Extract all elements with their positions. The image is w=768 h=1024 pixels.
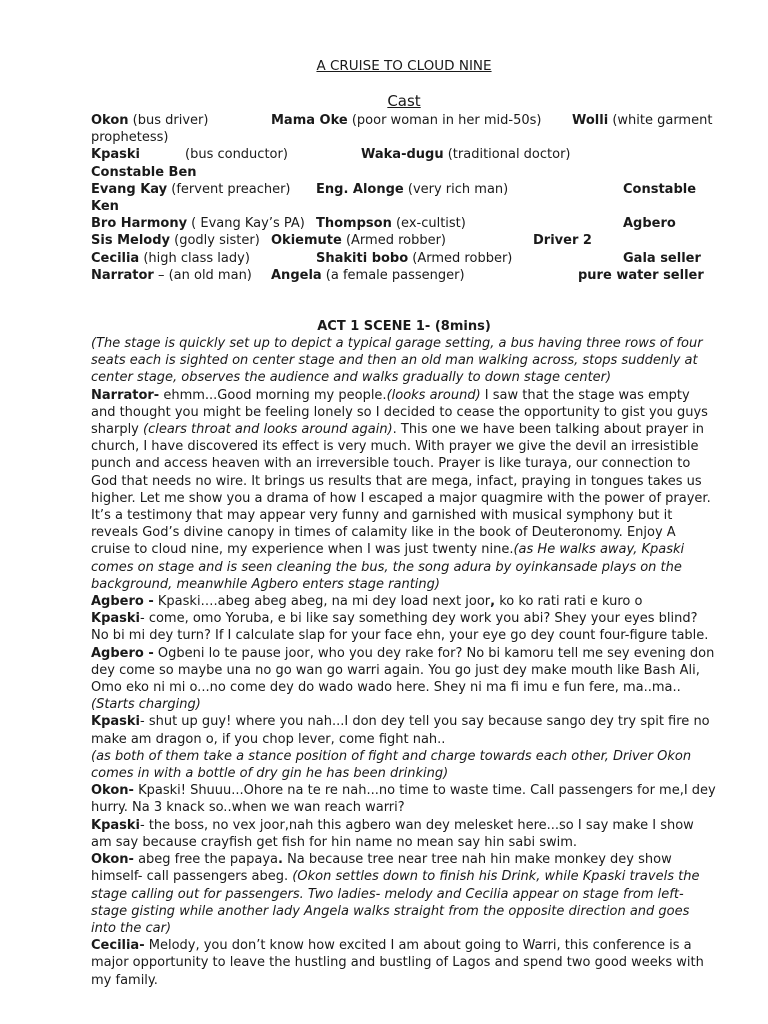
cast-entry-okon bbox=[91, 112, 208, 129]
cast-entry-agbero bbox=[623, 215, 676, 232]
cast-list bbox=[91, 112, 711, 284]
speaker-name: Okon- bbox=[91, 852, 134, 868]
cast-desc: – (an old man) bbox=[153, 267, 252, 283]
cast-entry-thompson bbox=[316, 215, 466, 232]
cast-name: Okon bbox=[91, 113, 129, 128]
cast-name: Ken bbox=[91, 198, 119, 214]
script-body bbox=[91, 335, 717, 989]
cast-entry-kpaski bbox=[91, 146, 140, 163]
cast-name: Eng. Alonge bbox=[316, 181, 404, 197]
cast-row bbox=[91, 181, 711, 198]
cast-desc: (ex-cultist) bbox=[391, 216, 466, 232]
dialogue-okon bbox=[91, 851, 717, 937]
play-title: A CRUISE TO CLOUD NINE bbox=[316, 58, 492, 74]
cast-name: Constable Ben bbox=[91, 164, 197, 180]
cast-entry-mama-oke bbox=[271, 112, 541, 129]
cast-entry-driver-2 bbox=[533, 232, 592, 249]
dialogue-okon bbox=[91, 782, 717, 816]
cast-row bbox=[91, 232, 711, 249]
dialogue-narrator bbox=[91, 387, 717, 593]
speaker-name: Kpaski bbox=[91, 817, 140, 833]
cast-name: Constable bbox=[623, 181, 697, 197]
cast-row bbox=[91, 215, 711, 232]
dialogue-text: abeg free the papaya bbox=[133, 852, 278, 868]
cast-name: Cecilia bbox=[91, 250, 140, 266]
cast-row bbox=[91, 250, 711, 267]
dialogue-text: Kpaski! Shuuu...Ohore na te re nah...no time to waste time. Call passengers for me,I dey hurry. Na 3 knack so..when we wan reach warri? bbox=[91, 783, 716, 816]
dialogue-text: ehmm...Good morning my people. bbox=[159, 387, 387, 403]
cast-row bbox=[91, 164, 711, 181]
speaker-name: Kpaski bbox=[91, 611, 140, 627]
cast-entry-gala-seller bbox=[623, 250, 701, 267]
cast-desc: ( Evang Kay’s PA) bbox=[187, 216, 305, 232]
cast-row bbox=[91, 129, 711, 146]
act-heading: ACT 1 SCENE 1- (8mins) bbox=[317, 319, 491, 334]
cast-entry-angela bbox=[271, 267, 465, 284]
cast-desc: (bus driver) bbox=[128, 113, 209, 128]
cast-desc: (Armed robber) bbox=[341, 233, 447, 249]
dialogue-text: Na because tree near tree nah hin make monkey dey show himself- call passengers abeg. bbox=[91, 852, 672, 885]
cast-row bbox=[91, 198, 711, 215]
cast-name: Waka-dugu bbox=[361, 147, 444, 163]
dialogue-text: Kpaski….abeg abeg abeg, na mi dey load next joor bbox=[153, 594, 491, 610]
dialogue-punctuation: , bbox=[490, 594, 496, 610]
cast-desc: (Armed robber) bbox=[408, 250, 513, 266]
cast-name: Wolli bbox=[572, 113, 609, 128]
cast-entry-constable bbox=[623, 181, 696, 198]
cast-entry-okiemute bbox=[271, 232, 446, 249]
cast-name: Evang Kay bbox=[91, 181, 168, 197]
cast-name: Kpaski bbox=[91, 147, 140, 163]
cast-entry-pure-water-seller bbox=[578, 267, 704, 284]
dialogue-text: ko ko rati rati e kuro o bbox=[495, 594, 643, 610]
stage-direction: (as He walks away, Kpaski comes on stage and is seen cleaning the bus, the song adura by oyinkansade plays on the background, meanwhile Agbero enters stage ranting) bbox=[91, 542, 685, 592]
stage-direction: (Starts charging) bbox=[91, 697, 201, 713]
cast-row bbox=[91, 267, 711, 284]
stage-direction: (looks around) bbox=[386, 387, 481, 403]
cast-name: Okiemute bbox=[271, 233, 342, 249]
cast-name: Shakiti bobo bbox=[316, 250, 409, 266]
dialogue-text: - come, omo Yoruba, e bi like say something dey work you abi? Shey your eyes blind? No bi mi dey turn? If I calculate slap for your face ehn, your eye go dey count four-figure table. bbox=[91, 611, 709, 644]
cast-name: Thompson bbox=[316, 216, 392, 232]
cast-heading: Cast bbox=[387, 92, 421, 110]
cast-desc: (white garment bbox=[608, 113, 713, 128]
cast-entry-evang-kay bbox=[91, 181, 291, 198]
cast-entry-narrator bbox=[91, 267, 252, 284]
dialogue-text: . This one we have been talking about prayer in church, I have discovered its effect is very much. With prayer we give the devil an irresistible punch and access heaven with an irreversible touch. Prayer is like turaya, our connection to God that needs no wire. It brings us results that are mega, infact, praying in tongues takes us higher. Let me show you a drama of how I escaped a major quagmire with the power of prayer. It’s a testimony that may appear very funny and garnished with musical symphony but it reveals God’s divine canopy in times of calamity like in the book of Deuteronomy. Enjoy A cruise to cloud nine, my experience when I was just twenty nine. bbox=[91, 422, 711, 558]
cast-name: Driver 2 bbox=[533, 233, 592, 249]
cast-entry-ken bbox=[91, 198, 119, 215]
speaker-name: Cecilia- bbox=[91, 938, 145, 954]
cast-desc: (godly sister) bbox=[170, 233, 260, 249]
dialogue-text: I saw that the stage was empty and thought you might be feeling lonely so I decided to cease the opportunity to gist you guys sharply bbox=[91, 387, 708, 438]
cast-name: Mama Oke bbox=[271, 113, 348, 128]
dialogue-punctuation: . bbox=[278, 852, 283, 868]
cast-name: Gala seller bbox=[623, 250, 701, 266]
speaker-name: Agbero - bbox=[91, 594, 154, 610]
cast-name: Agbero bbox=[623, 216, 676, 232]
speaker-name: Okon- bbox=[91, 783, 134, 799]
cast-desc: (poor woman in her mid-50s) bbox=[347, 113, 542, 128]
cast-desc: (traditional doctor) bbox=[443, 147, 571, 163]
dialogue-agbero bbox=[91, 593, 717, 610]
cast-desc: (bus conductor) bbox=[185, 147, 288, 163]
dialogue-kpaski bbox=[91, 817, 717, 851]
cast-entry-cecilia bbox=[91, 250, 250, 267]
speaker-name: Agbero - bbox=[91, 645, 154, 661]
dialogue-text: Ogbeni lo te pause joor, who you dey rake for? No bi kamoru tell me sey evening don dey come so maybe una no go wan go warri again. You go just dey make mouth like Bash Ali, Omo eko ni mi o...no come dey do wado wado here. Shey ni ma fi imu e fun fere, ma..ma.. bbox=[91, 645, 715, 696]
cast-desc: (very rich man) bbox=[403, 181, 509, 197]
cast-name: Narrator bbox=[91, 267, 154, 283]
stage-direction: (as both of them take a stance position of fight and charge towards each other, Driver Okon comes in with a bottle of dry gin he has been drinking) bbox=[91, 748, 692, 782]
cast-entry-wolli bbox=[572, 112, 712, 129]
dialogue-agbero bbox=[91, 645, 717, 714]
cast-desc: (fervent preacher) bbox=[167, 181, 291, 197]
speaker-name: Kpaski bbox=[91, 714, 140, 730]
stage-direction: (Okon settles down to finish his Drink, while Kpaski travels the stage calling out for passengers. Two ladies- melody and Cecilia appear on stage from left-stage gisting while another lady Angela walks straight from the opposite direction and goes into the car) bbox=[91, 869, 700, 936]
cast-desc: (high class lady) bbox=[139, 250, 250, 266]
cast-name: Angela bbox=[271, 267, 322, 283]
cast-desc-continued: prophetess) bbox=[91, 130, 169, 146]
cast-entry-constable-ben bbox=[91, 164, 197, 181]
stage-direction: (clears throat and looks around again) bbox=[143, 422, 393, 438]
stage-direction: (The stage is quickly set up to depict a typical garage setting, a bus having three rows of four seats each is sighted on center stage and then an old man walking across, stops suddenly at center stage, observes the audience and walks gradually to down stage center) bbox=[91, 336, 703, 386]
dialogue-kpaski bbox=[91, 713, 717, 747]
cast-entry-sis-melody bbox=[91, 232, 260, 249]
dialogue-text: - shut up guy! where you nah...I don dey tell you say because sango dey try spit fire no make am dragon o, if you chop lever, come fight nah.. bbox=[91, 714, 710, 747]
dialogue-text: Melody, you don’t know how excited I am about going to Warri, this conference is a major opportunity to leave the hustling and bustling of Lagos and spend two good weeks with my family. bbox=[91, 938, 704, 988]
cast-desc: (a female passenger) bbox=[321, 267, 465, 283]
cast-row bbox=[91, 112, 711, 129]
cast-entry-shakiti-bobo bbox=[316, 250, 512, 267]
speaker-name: Narrator- bbox=[91, 387, 160, 403]
dialogue-text: - the boss, no vex joor,nah this agbero wan dey melesket here...so I say make I show am say because crayfish get fish for hin name no mean say hin sabi swim. bbox=[91, 817, 694, 850]
dialogue-kpaski bbox=[91, 610, 717, 644]
cast-row bbox=[91, 146, 711, 163]
cast-entry-bro-harmony bbox=[91, 215, 305, 232]
dialogue-cecilia bbox=[91, 937, 717, 989]
cast-name: Bro Harmony bbox=[91, 216, 188, 232]
cast-entry-eng-alonge bbox=[316, 181, 508, 198]
cast-name: Sis Melody bbox=[91, 233, 171, 249]
cast-name: pure water seller bbox=[578, 267, 704, 283]
cast-entry-waka-dugu bbox=[361, 146, 571, 163]
